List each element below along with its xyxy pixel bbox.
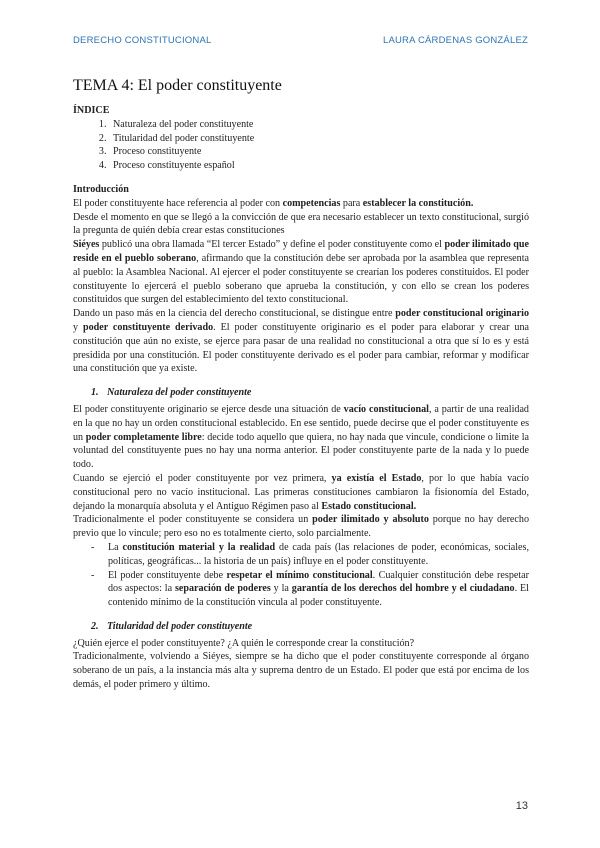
index-item: 1. Naturaleza del poder constituyente (109, 118, 529, 132)
section-2-paragraph-1: ¿Quién ejerce el poder constituyente? ¿A quién le corresponde crear la constitución? (73, 637, 415, 649)
section-1-paragraph-1: El poder constituyente originario se ejerce desde una situación de vacío constitucional, a partir de una realidad en la que no hay un orden constitucional establecido. En ese sentido, puede decirse que el poder constituyente es un poder completamente libre: decide todo aquello que quiera, no hay nada que vincule, condicione o limite la voluntad del constituyente pues no hay una norma anterior. El poder constituyente parte de la nada y lo puede todo. (73, 403, 529, 471)
index-item: 4. Proceso constituyente español (109, 159, 529, 173)
intro-paragraph-2: Desde el momento en que se llegó a la convicción de que era necesario establecer un texto constitucional, surgió la pregunta de quién debía crear estas constituciones (73, 211, 529, 237)
intro-paragraph-1: El poder constituyente hace referencia al poder con competencias para establecer la constitución. (73, 197, 474, 209)
index-list (73, 118, 529, 173)
intro-heading: Introducción (73, 183, 129, 195)
section-1-heading: 1. Naturaleza del poder constituyente (91, 387, 252, 399)
section-1-list (73, 541, 529, 610)
list-item: - El poder constituyente debe respetar el mínimo constitucional. Cualquier constitución debe respetar dos aspectos: la separación de poderes y la garantía de los derechos del hombre y el ciudadano. El contenido mínimo de la constitución vincula al poder constituyente. (91, 569, 529, 609)
header-author: LAURA CÁRDENAS GONZÁLEZ (382, 35, 528, 46)
index-item: 2. Titularidad del poder constituyente (109, 132, 529, 146)
header-subject: DERECHO CONSTITUCIONAL (73, 35, 212, 46)
section-1-paragraph-2: Cuando se ejerció el poder constituyente por vez primera, ya existía el Estado, por lo que había vacío constitucional pero no vacío institucional. Las primeras constituciones cambiaron la fisionomía del Estado, dejando la monarquía absoluta y el Antiguo Régimen paso al Estado constitucional. (73, 472, 529, 512)
page-content (73, 76, 529, 692)
page-title: TEMA 4: El poder constituyente (73, 77, 282, 94)
index-item: 3. Proceso constituyente (109, 145, 529, 159)
list-item: - La constitución material y la realidad de cada país (las relaciones de poder, económicas, sociales, políticas, geográficas... la historia de un país) influye en el poder constituyente. (91, 541, 529, 567)
index-title: ÍNDICE (73, 105, 110, 116)
section-2-paragraph-2: Tradicionalmente, volviendo a Siéyes, siempre se ha dicho que el poder constituyente corresponde al órgano soberano de un país, a la instancia más alta y suprema dentro de un Estado. El poder que está por encima de los demás, el poder primero y último. (73, 651, 529, 691)
section-2-heading: 2. Titularidad del poder constituyente (91, 620, 253, 632)
intro-paragraph-4: Dando un paso más en la ciencia del derecho constitucional, se distingue entre poder constitucional originario y poder constituyente derivado. El poder constituyente originario es el poder para elaborar y crear una constitución que aún no existe, se ejerce para pasar de una realidad no constitucional a otra que sí lo es y está presidida por una constitución. El poder constituyente derivado es el poder para cambiar, reformar y modificar una constitución que ya existe. (73, 308, 529, 375)
intro-paragraph-3: Siéyes publicó una obra llamada “El tercer Estado” y define el poder constituyente como el poder ilimitado que reside en el pueblo soberano, afirmando que la constitución debe ser aprobada por la asamblea que representa al pueblo: la Asamblea Nacional. Al ejercer el poder constituyente se crearían los poderes constituidos. El poder constituyente lo ejercerá el pueblo soberano que aprueba la constitución, y con ello se crean los poderes constituidos que surgen del establecimiento del texto constitucional. (73, 239, 529, 306)
section-1-paragraph-3: Tradicionalmente el poder constituyente se considera un poder ilimitado y absoluto porque no hay derecho previo que lo vincule; pero eso no es totalmente cierto, solo parcialmente. (73, 514, 529, 540)
page-number: 13 (515, 800, 528, 812)
page-header (73, 35, 528, 46)
